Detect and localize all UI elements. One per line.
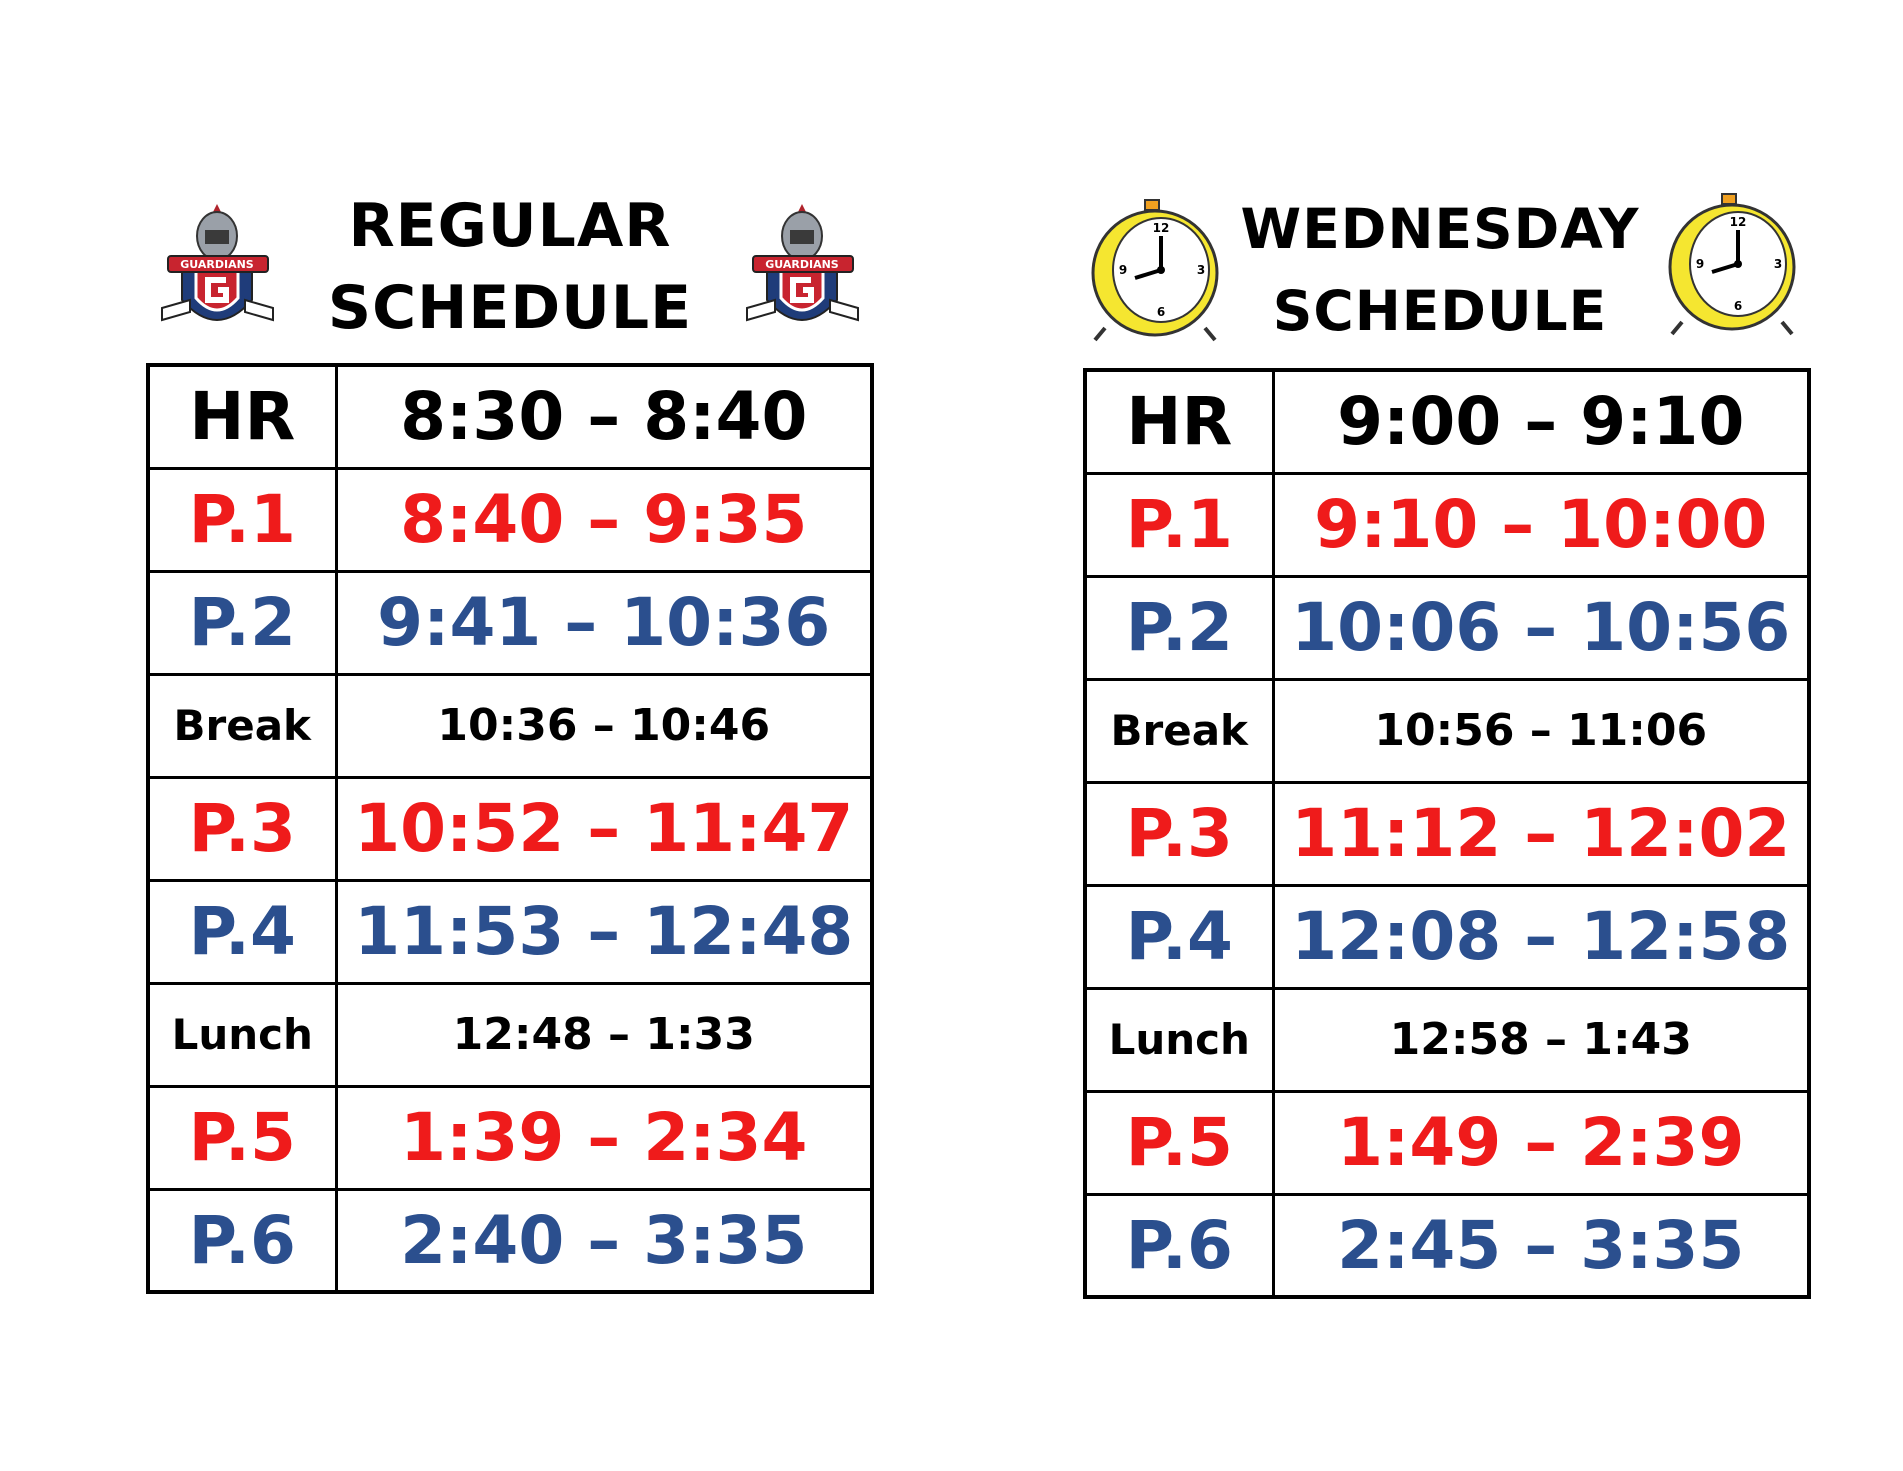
- svg-text:12: 12: [1729, 215, 1747, 229]
- period-time: 1:49 – 2:39: [1273, 1091, 1809, 1194]
- schedule-row: [1085, 885, 1809, 988]
- schedule-row: [1085, 370, 1809, 473]
- period-label: P.6: [1085, 1194, 1273, 1297]
- schedule-row: [1085, 1194, 1809, 1297]
- period-label: Break: [1085, 679, 1273, 782]
- svg-text:9: 9: [1695, 257, 1705, 271]
- logo-banner-text: GUARDIANS: [180, 258, 254, 271]
- schedule-row: [148, 468, 872, 571]
- schedule-row: [1085, 473, 1809, 576]
- period-label: P.5: [1085, 1091, 1273, 1194]
- svg-text:6: 6: [1156, 305, 1166, 319]
- period-time: 9:10 – 10:00: [1273, 473, 1809, 576]
- period-label: P.4: [1085, 885, 1273, 988]
- period-label: Break: [148, 674, 336, 777]
- period-time: 10:06 – 10:56: [1273, 576, 1809, 679]
- period-label: Lunch: [148, 983, 336, 1086]
- period-label: Lunch: [1085, 988, 1273, 1091]
- schedule-row: [148, 880, 872, 983]
- period-time: 10:52 – 11:47: [336, 777, 872, 880]
- period-label: P.6: [148, 1189, 336, 1292]
- schedule-row: [148, 1086, 872, 1189]
- period-label: P.1: [148, 468, 336, 571]
- period-label: P.3: [148, 777, 336, 880]
- svg-text:3: 3: [1773, 257, 1783, 271]
- logo-banner-text: GUARDIANS: [765, 258, 839, 271]
- schedule-row: [148, 571, 872, 674]
- schedule-row: [1085, 576, 1809, 679]
- period-time: 8:30 – 8:40: [336, 365, 872, 468]
- period-label: P.1: [1085, 473, 1273, 576]
- period-time: 12:58 – 1:43: [1273, 988, 1809, 1091]
- period-time: 2:40 – 3:35: [336, 1189, 872, 1292]
- svg-text:6: 6: [1733, 299, 1743, 313]
- period-time: 1:39 – 2:34: [336, 1086, 872, 1189]
- period-label: P.5: [148, 1086, 336, 1189]
- regular-schedule-table: [146, 363, 874, 1294]
- period-time: 10:36 – 10:46: [336, 674, 872, 777]
- period-time: 12:08 – 12:58: [1273, 885, 1809, 988]
- svg-text:12: 12: [1152, 221, 1170, 235]
- wednesday-title-line2: SCHEDULE: [1272, 279, 1608, 343]
- regular-schedule-title: [300, 191, 720, 343]
- schedule-row: [1085, 679, 1809, 782]
- schedule-row: [148, 365, 872, 468]
- period-time: 11:12 – 12:02: [1273, 782, 1809, 885]
- period-time: 2:45 – 3:35: [1273, 1194, 1809, 1297]
- period-time: 10:56 – 11:06: [1273, 679, 1809, 782]
- guardians-logo-icon: [745, 200, 860, 350]
- period-time: 11:53 – 12:48: [336, 880, 872, 983]
- schedule-row: [1085, 988, 1809, 1091]
- period-label: P.2: [1085, 576, 1273, 679]
- regular-title-line2: SCHEDULE: [327, 273, 693, 343]
- wednesday-schedule-table: [1083, 368, 1811, 1299]
- svg-text:9: 9: [1118, 263, 1128, 277]
- svg-text:3: 3: [1196, 263, 1206, 277]
- period-time: 12:48 – 1:33: [336, 983, 872, 1086]
- wednesday-title-line1: WEDNESDAY: [1240, 197, 1640, 261]
- period-label: P.2: [148, 571, 336, 674]
- period-time: 9:41 – 10:36: [336, 571, 872, 674]
- period-label: P.4: [148, 880, 336, 983]
- wednesday-schedule-title: [1230, 197, 1650, 343]
- guardians-logo-icon: [160, 200, 275, 350]
- period-time: 8:40 – 9:35: [336, 468, 872, 571]
- period-label: HR: [148, 365, 336, 468]
- alarm-clock-icon: [1085, 198, 1225, 343]
- period-time: 9:00 – 9:10: [1273, 370, 1809, 473]
- schedule-row: [1085, 782, 1809, 885]
- schedule-row: [148, 1189, 872, 1292]
- period-label: P.3: [1085, 782, 1273, 885]
- schedule-row: [148, 777, 872, 880]
- regular-title-line1: REGULAR: [348, 191, 672, 261]
- schedule-row: [148, 983, 872, 1086]
- period-label: HR: [1085, 370, 1273, 473]
- alarm-clock-icon: [1662, 192, 1802, 337]
- schedule-row: [1085, 1091, 1809, 1194]
- schedule-row: [148, 674, 872, 777]
